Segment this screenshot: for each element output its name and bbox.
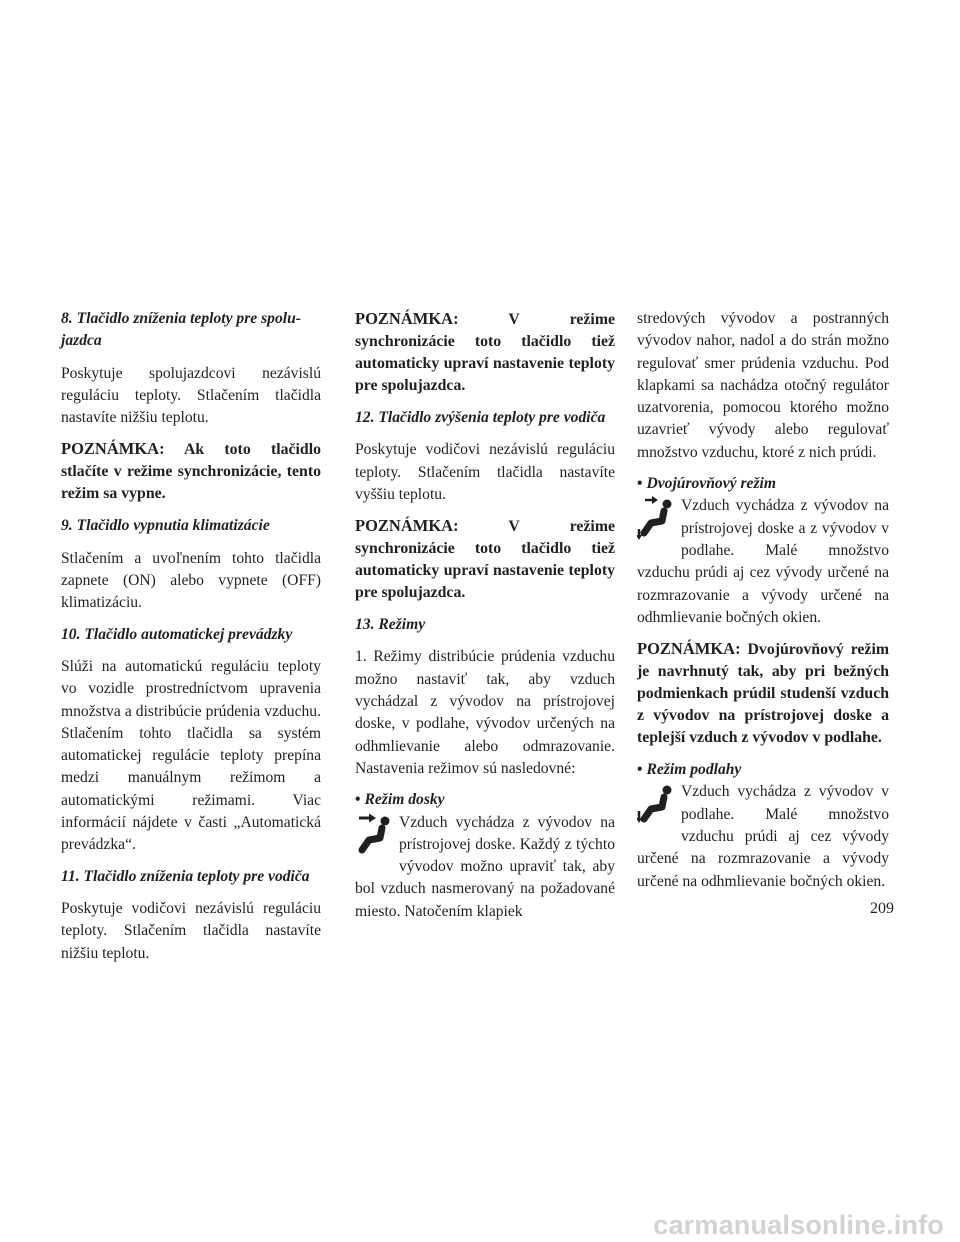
panel-mode-icon <box>355 812 397 862</box>
bilevel-mode-block <box>637 495 889 629</box>
bullet-label: Dvojúrovňový režim <box>646 475 776 493</box>
dash-mode-block <box>355 812 615 923</box>
note-bilevel <box>637 638 889 749</box>
floor-mode-icon <box>637 781 679 831</box>
paragraph-11: Poskytuje vodičovi nezávislú reguláciu teploty. Stlačením tlačidla nastavíte nižšiu teplotu. <box>61 899 321 962</box>
bullet-dot: • <box>355 791 361 809</box>
bilevel-mode-icon <box>637 495 679 545</box>
bullet-label: Režim podlahy <box>646 761 742 779</box>
floor-mode-text: Vzduch vychádza z vývodov v podlahe. Malé množstvo vzduchu prúdi aj cez vývody určené na rozmrazovanie a vývody určené na odhmlievanie bočných okien. <box>637 783 889 890</box>
note-8 <box>61 438 321 505</box>
note-lead: POZNÁMKA: <box>637 639 741 659</box>
dash-mode-continued: stredových vývodov a postranných vývodov nahor, nadol a do strán možno regulovať smer prúdenia vzduchu. Pod klapkami sa nachádza otočný regulátor uzatvorenia, pomocou ktorého možno uzavrieť vývody alebo regulovať množstvo vzduchu, ktoré z nich prúdi. <box>637 310 889 461</box>
paragraph-8: Poskytuje spolujazdcovi nezávislú reguláciu teploty. Stlačením tlačidla nastavíte nižšiu teplotu. <box>61 364 321 427</box>
floor-mode-block <box>637 781 889 892</box>
note-lead: POZNÁMKA: <box>355 309 459 328</box>
note-12 <box>355 515 615 604</box>
note-text: Ak toto tlačidlo stlačíte v režime synchronizácie, tento režim sa vypne. <box>61 441 321 503</box>
note-lead: POZNÁMKA: <box>355 516 459 536</box>
paragraph-12: Poskytuje vodičovi nezávislú reguláciu teploty. Stlačením tlačidla nastavíte vyššiu teplotu. <box>355 441 615 503</box>
dash-mode-text: Vzduch vychádza z vývodov na prístrojovej doske. Každý z týchto vývodov možno upraviť tak, aby bol vzduch nasmerovaný na požadované miesto. Natočením klapiek <box>355 813 615 920</box>
column-1 <box>61 308 321 974</box>
bullet-bilevel-mode <box>637 473 889 495</box>
note-11 <box>355 308 615 397</box>
heading-12: 12. Tlačidlo zvýšenia teploty pre vodiča <box>355 409 606 426</box>
bullet-label: Režim dosky <box>364 791 445 809</box>
note-text: Dvojúrovňový režim je navrhnutý tak, aby pri bežných podmienkach prúdil studenší vzduch z vývodov na prístrojovej doske a teplejší vzduch z vývodov v podlahe. <box>637 641 889 747</box>
heading-13: 13. Režimy <box>355 616 426 634</box>
column-2 <box>355 308 615 932</box>
watermark: carmanualsonline.info <box>653 1209 944 1240</box>
page-number: 209 <box>870 900 894 917</box>
heading-11: 11. Tlačidlo zníženia teploty pre vodiča <box>61 867 310 885</box>
bullet-dot: • <box>637 761 643 779</box>
note-lead: POZNÁMKA: <box>61 439 165 459</box>
paragraph-13: 1. Režimy distribúcie prúdenia vzduchu možno nastaviť tak, aby vzduch vychádzal z vývodov na prístrojovej doske, v podlahe, vývodov určených na odhmlievanie alebo odmrazovanie. Nastavenia režimov sú nasledovné: <box>355 648 615 777</box>
column-3 <box>637 308 889 902</box>
paragraph-10: Slúži na automatickú reguláciu teploty vo vozidle prostredníctvom upravenia množstva a distribúcie prúdenia vzduchu. Stlačením tohto tlačidla sa systém automatickej regulácie teploty prepína medzi manuálnym režimom a automatickými režimami. Viac informácií nájdete v časti „Automatická prevádzka“. <box>61 657 321 854</box>
bullet-dot: • <box>637 475 643 493</box>
bilevel-mode-text: Vzduch vychádza z vývodov na prístrojovej doske a z vývodov v podlahe. Malé množstvo vzduchu prúdi aj cez vývody určené na rozmrazovanie a vývody určené na odhmlievanie bočných okien. <box>637 497 889 626</box>
note-text: V režime synchronizácie toto tlačidlo tiež automaticky upraví nastavenie teploty pre spolujazdca. <box>355 311 615 394</box>
heading-8: 8. Tlačidlo zníženia teploty pre spolu-jazdca <box>61 310 301 350</box>
bullet-floor-mode <box>637 759 889 781</box>
heading-9: 9. Tlačidlo vypnutia klimatizácie <box>61 517 270 535</box>
heading-10: 10. Tlačidlo automatickej prevádzky <box>61 625 293 643</box>
paragraph-9: Stlačením a uvoľnením tohto tlačidla zapnete (ON) alebo vypnete (OFF) klimatizáciu. <box>61 549 321 612</box>
bullet-dash-mode <box>355 789 615 811</box>
note-text: V režime synchronizácie toto tlačidlo tiež automaticky upraví nastavenie teploty pre spolujazdca. <box>355 518 615 602</box>
